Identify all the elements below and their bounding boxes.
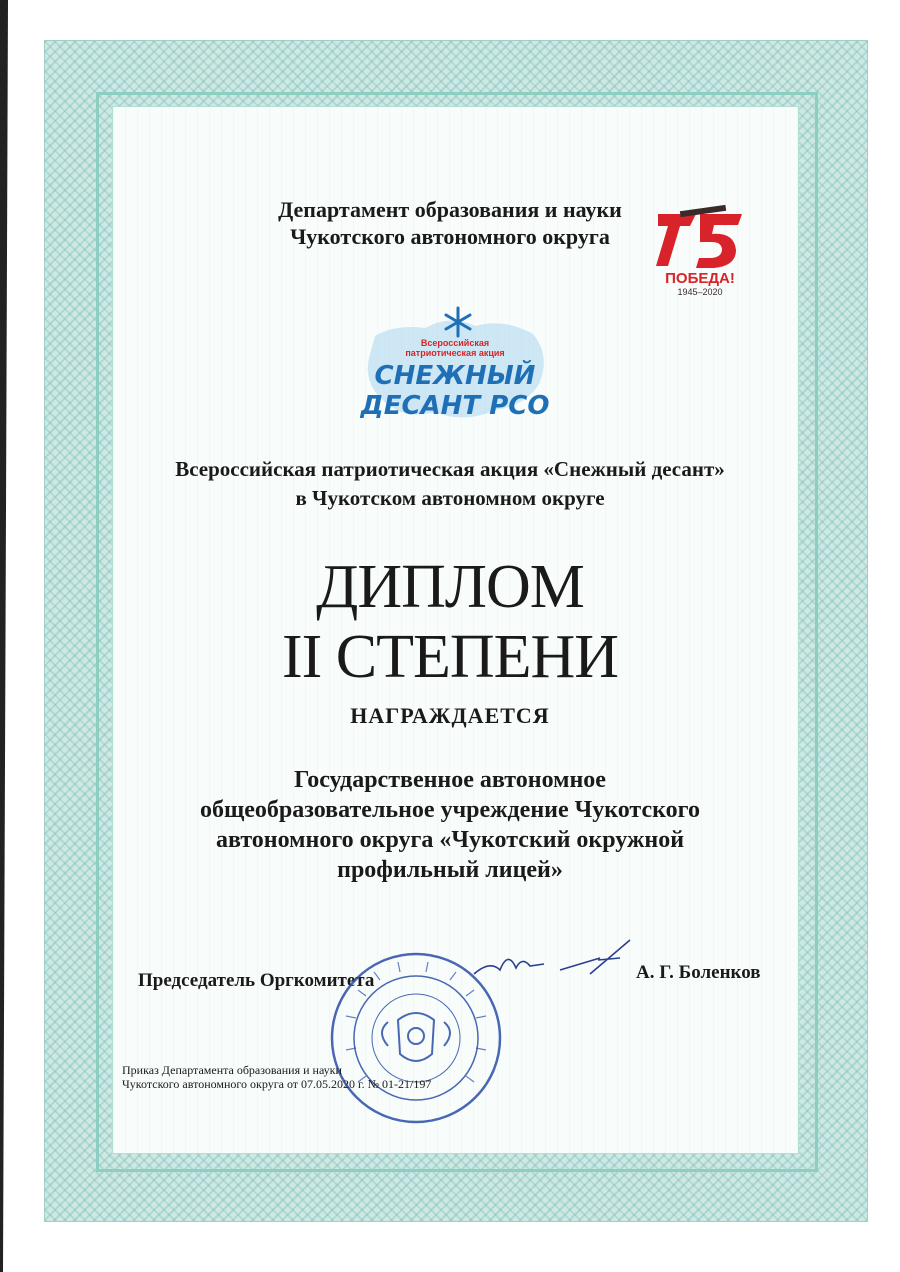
recipient-line-2: общеобразовательное учреждение Чукотского — [200, 797, 700, 823]
recipient-line-3: автономного округа «Чукотский окружной — [215, 827, 685, 853]
order-line-1: Приказ Департамента образования и науки — [122, 1063, 342, 1077]
recipient-name — [0, 765, 900, 885]
recipient-line-4: профильный лицей» — [337, 857, 563, 883]
diploma-degree: II СТЕПЕНИ — [281, 623, 619, 691]
victory-word: ПОБЕДА! — [665, 270, 735, 287]
department-line-2: Чукотского автономного округа — [290, 224, 610, 249]
victory-years: 1945–2020 — [677, 287, 723, 297]
diploma-title: ДИПЛОМ — [316, 553, 584, 621]
action-heading — [0, 455, 900, 513]
action-line-1: Всероссийская патриотическая акция «Снежный десант» — [175, 457, 725, 481]
chair-role: Председатель Оргкомитета — [138, 970, 375, 991]
signer-name: А. Г. Боленков — [636, 962, 761, 983]
awarded-label: НАГРАЖДАЕТСЯ — [350, 703, 550, 728]
victory-75-logo — [650, 204, 750, 300]
snow-landing-rso-logo — [355, 306, 555, 431]
department-heading — [0, 196, 900, 250]
rso-top-line-2: патриотическая акция — [405, 348, 505, 358]
order-reference — [122, 1063, 431, 1091]
department-line-1: Департамент образования и науки — [278, 197, 622, 222]
rso-word-2: ДЕСАНТ РСО — [360, 391, 550, 421]
action-line-2: в Чукотском автономном округе — [295, 486, 605, 510]
order-line-2: Чукотского автономного округа от 07.05.2020 г. № 01-21/197 — [122, 1077, 432, 1091]
rso-top-line-1: Всероссийская — [420, 338, 490, 348]
official-seal — [328, 950, 504, 1126]
recipient-line-1: Государственное автономное — [294, 767, 606, 793]
rso-word-1: СНЕЖНЫЙ — [374, 361, 536, 391]
